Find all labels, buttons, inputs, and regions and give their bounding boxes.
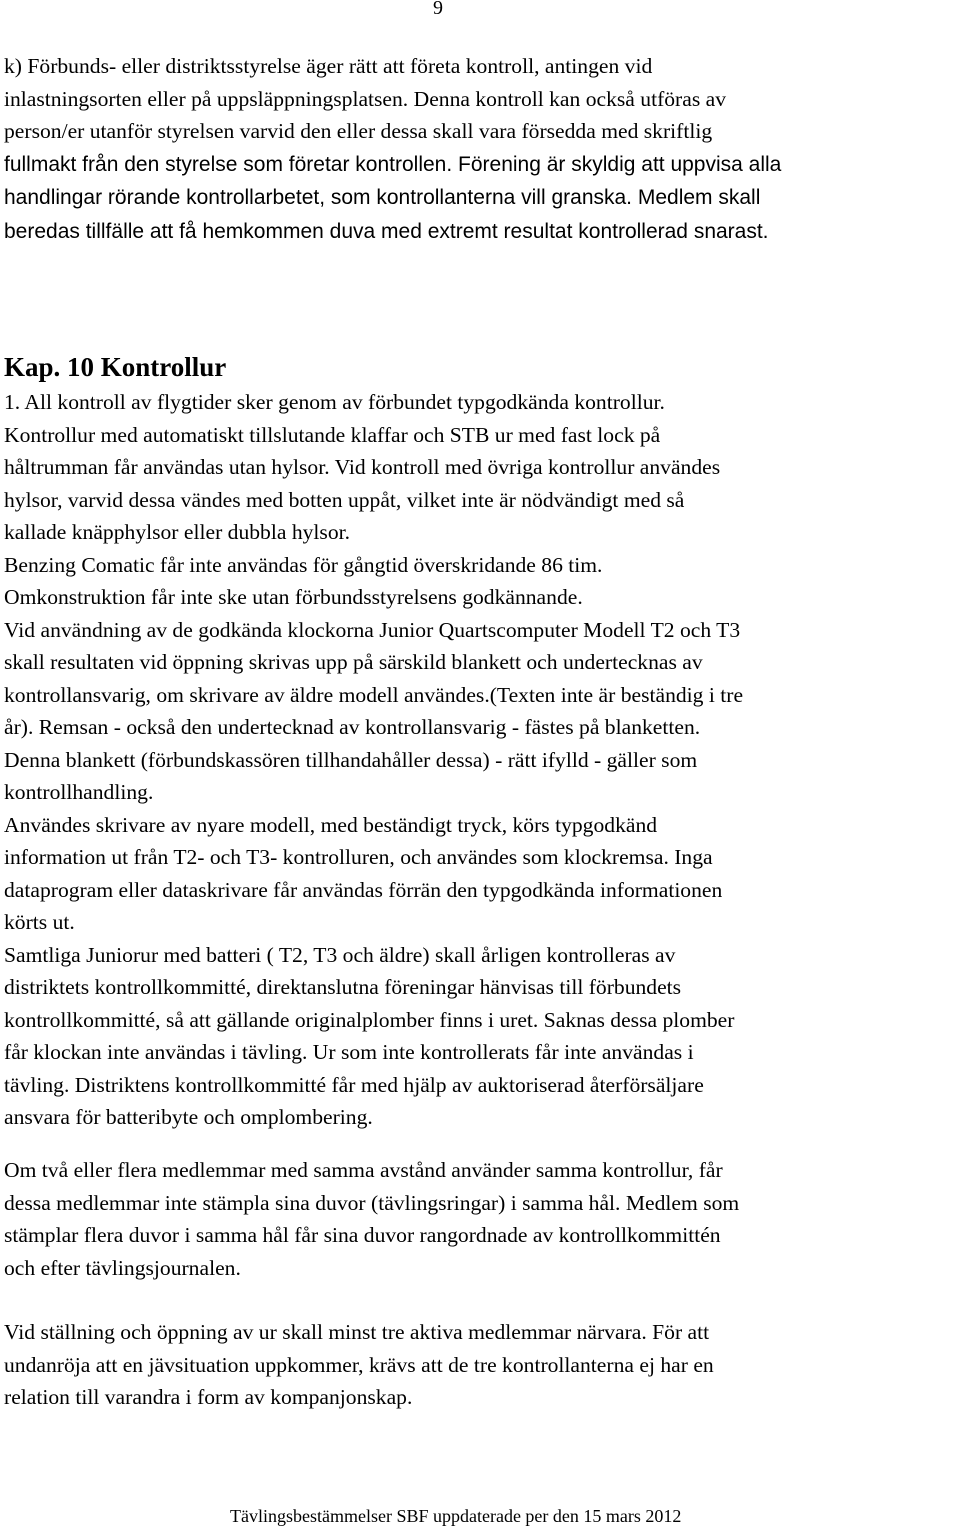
clock-opening-paragraph: Vid ställning och öppning av ur skall minst tre aktiva medlemmar närvara. För att undanröja att en jävsituation uppkommer, krävs att de tre kontrollanterna ej har en relation till varandra i form av kompanjonskap. [4, 1320, 714, 1409]
page-number: 9 [433, 0, 443, 19]
section-k-paragraph [4, 50, 956, 248]
section-k-text-serif: k) Förbunds- eller distriktsstyrelse äger rätt att företa kontroll, antingen vid inlastningsorten eller på uppsläppningsplatsen. Denna kontroll kan också utföras av person/er utanför styrelsen varvid den eller dessa skall vara försedda med skriftlig [4, 54, 727, 143]
page-footer: Tävlingsbestämmelser SBF uppdaterade per den 15 mars 2012 [230, 1506, 682, 1526]
shared-clock-paragraph: Om två eller flera medlemmar med samma avstånd använder samma kontrollur, får dessa medlemmar inte stämpla sina duvor (tävlingsringar) i samma hål. Medlem som stämplar flera duvor i samma hål får sina duvor rangordnade av kontrollkommittén och efter tävlingsjournalen. [4, 1158, 740, 1280]
section-k-text-sans: fullmakt från den styrelse som företar kontrollen. Förening är skyldig att uppvisa alla handlingar rörande kontrollarbetet, som kontrollanterna vill granska. Medlem skall beredas tillfälle att få hemkommen duva med extremt resultat kontrollerad snarast. [4, 152, 782, 243]
chapter-heading: Kap. 10 Kontrollur [4, 352, 227, 382]
chapter-body-paragraph: 1. All kontroll av flygtider sker genom av förbundet typgodkända kontrollur. Kontrollur med automatiskt tillslutande klaffar och STB ur med fast lock på håltrumman får användas utan hylsor. Vid kontroll med övriga kontrollur användes hylsor, varvid dessa vändes med botten uppåt, vilket inte är nödvändigt med så kallade knäpphylsor eller dubbla hylsor. Benzing Comatic får inte användas för gångtid överskridande 86 tim. Omkonstruktion får inte ske utan förbundsstyrelsens godkännande. Vid användning av de godkända klockorna Junior Quartscomputer Modell T2 och T3 skall resultaten vid öppning skrivas upp på särskild blankett och undertecknas av kontrollansvarig, om skrivare av äldre modell användes.(Texten inte är beständig i tre år). Remsan - också den undertecknad av kontrollansvarig - fästes på blanketten. Denna blankett (förbundskassören tillhandahåller dessa) - rätt ifylld - gäller som kontrollhandling. Användes skrivare av nyare modell, med beständigt tryck, körs typgodkänd information ut från T2- och T3- kontrolluren, och användes som klockremsa. Inga dataprogram eller dataskrivare får användas förrän den typgodkända informationen körts ut. Samtliga Juniorur med batteri ( T2, T3 och äldre) skall årligen kontrolleras av distriktets kontrollkommitté, direktanslutna föreningar hänvisas till förbundets kontrollkommitté, så att gällande originalplomber finns i uret. Saknas dessa plomber får klockan inte användas i tävling. Ur som inte kontrollerats får inte användas i tävling. Distriktens kontrollkommitté får med hjälp av auktoriserad återförsäljare ansvara för batteribyte och omplombering. [4, 390, 744, 1129]
